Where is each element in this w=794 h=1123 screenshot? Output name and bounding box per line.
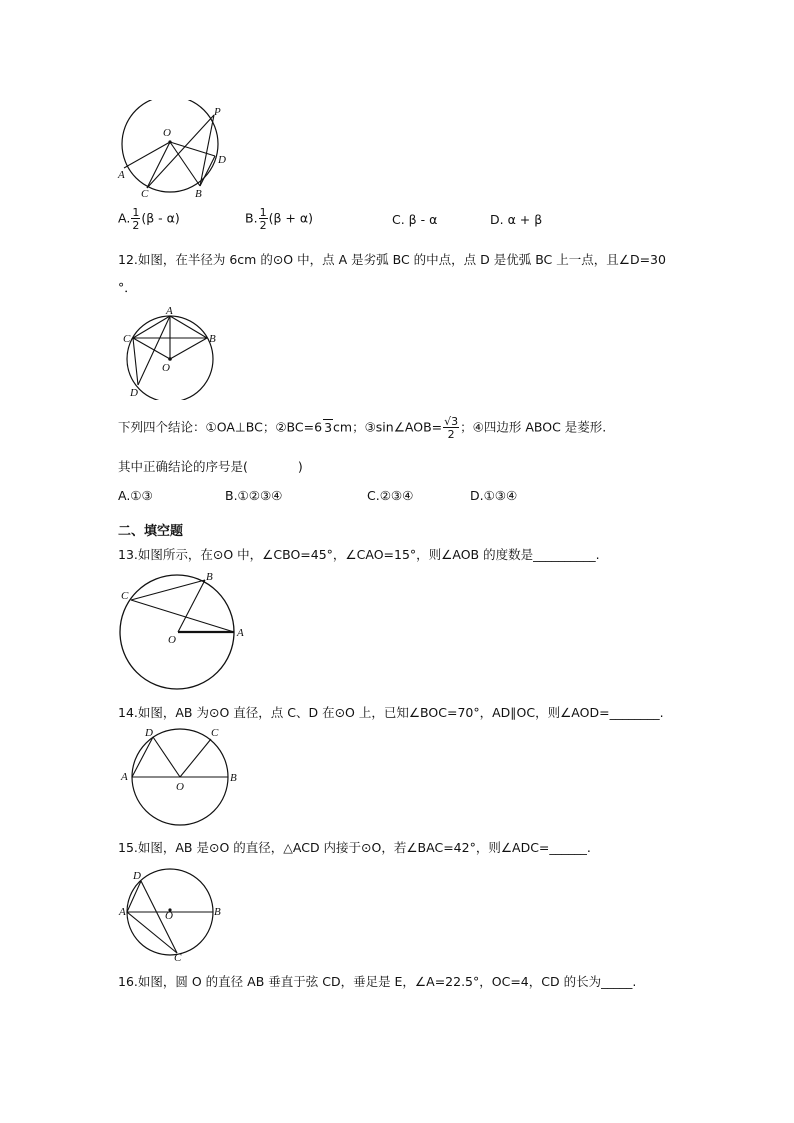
section-title: 二、填空题 xyxy=(118,524,184,539)
q12-conclusions-sqrt: 3 xyxy=(324,419,333,435)
q14-label-A: A xyxy=(121,771,128,783)
q11-option-a-expr: (β - α) xyxy=(141,210,180,226)
q11-option-b-fraction xyxy=(259,207,268,231)
q13-label-O: O xyxy=(168,634,176,646)
q11-option-c: C. β - α xyxy=(392,212,438,227)
q11-option-b-den: 2 xyxy=(259,219,267,232)
q14-label-O: O xyxy=(176,781,184,793)
q12-label-B: B xyxy=(209,333,216,345)
q11-option-a-num: 1 xyxy=(132,206,140,219)
q15-label-C: C xyxy=(174,952,182,961)
q12-conclusions-part2: cm；③sin∠AOB= xyxy=(333,419,443,435)
q12-segment-CD xyxy=(133,338,138,385)
q16-stem: 16.如图，圆 O 的直径 AB 垂直于弦 CD，垂足是 E，∠A=22.5°，OC=4，CD 的长为_____. xyxy=(118,974,637,989)
q13-label-B: B xyxy=(206,571,213,583)
q12-conclusions-frac-num: √3 xyxy=(444,415,459,428)
q14-label-B: B xyxy=(230,772,237,784)
q12-option-a: A.①③ xyxy=(118,488,153,503)
q11-label-O: O xyxy=(163,127,171,139)
q11-label-P: P xyxy=(214,106,221,118)
q12-option-d: D.①③④ xyxy=(470,488,518,503)
q13-segment-CB xyxy=(131,580,205,600)
q13-label-C: C xyxy=(121,590,129,602)
q12-figure xyxy=(120,305,220,400)
q11-figure xyxy=(110,100,240,200)
q12-stem-line1: 12.如图，在半径为 6cm 的⊙O 中，点 A 是劣弧 BC 的中点，点 D 是优弧 BC 上一点，且∠D=30 xyxy=(118,252,666,267)
q11-option-a-fraction xyxy=(131,207,140,231)
q14-segment-DO xyxy=(153,737,180,777)
q12-stem-line2: °． xyxy=(118,280,137,295)
q12-segment-AB xyxy=(170,316,207,338)
q12-label-O: O xyxy=(162,362,170,374)
q12-label-A: A xyxy=(166,305,173,317)
q12-center-dot xyxy=(168,357,172,361)
q15-label-A: A xyxy=(119,906,126,918)
q11-option-b xyxy=(245,207,313,231)
q14-label-C: C xyxy=(211,727,219,739)
q12-option-c: C.②③④ xyxy=(367,488,414,503)
q11-option-a-prefix: A. xyxy=(118,210,131,226)
q11-option-b-prefix: B. xyxy=(245,210,258,226)
q11-option-a xyxy=(118,207,180,231)
q12-segment-BO xyxy=(170,338,207,359)
q12-conclusions-frac-den: 2 xyxy=(447,428,455,441)
q12-conclusions xyxy=(118,416,606,440)
q15-figure xyxy=(117,865,227,961)
q14-stem: 14.如图，AB 为⊙O 直径，点 C、D 在⊙O 上，已知∠BOC=70°，AD∥OC，则∠AOD=________. xyxy=(118,705,664,720)
q15-stem: 15.如图，AB 是⊙O 的直径，△ACD 内接于⊙O，若∠BAC=42°，则∠ADC=______. xyxy=(118,840,591,855)
q12-conclusions-part1: 下列四个结论：①OA⊥BC；②BC=6 xyxy=(118,419,323,435)
q11-option-a-den: 2 xyxy=(132,219,140,232)
q13-stem: 13.如图所示，在⊙O 中，∠CBO=45°，∠CAO=15°，则∠AOB 的度数是__________. xyxy=(118,547,600,562)
q12-conclusions-fraction xyxy=(443,416,459,440)
q11-center-dot xyxy=(168,140,171,143)
q12-conclusions-part3: ；④四边形 ABOC 是菱形. xyxy=(460,419,607,435)
q15-segment-AD xyxy=(127,881,141,912)
q15-label-B: B xyxy=(214,906,221,918)
q13-figure xyxy=(116,570,252,694)
q11-label-A: A xyxy=(118,169,125,181)
q14-figure xyxy=(118,722,248,828)
q13-segment-CA xyxy=(131,600,234,632)
q11-label-D: D xyxy=(218,154,226,166)
q13-label-A: A xyxy=(237,627,244,639)
q12-option-b: B.①②③④ xyxy=(225,488,283,503)
q11-option-d: D. α + β xyxy=(490,212,543,227)
q11-segment-OB xyxy=(170,142,200,186)
q14-segment-OC xyxy=(180,739,211,777)
q12-label-C: C xyxy=(123,333,131,345)
q11-option-b-num: 1 xyxy=(259,206,267,219)
q11-label-C: C xyxy=(141,188,149,200)
q12-question: 其中正确结论的序号是( ) xyxy=(118,459,303,474)
q11-option-b-expr: (β + α) xyxy=(268,210,313,226)
q15-label-O: O xyxy=(165,910,173,922)
q11-segment-BD xyxy=(200,156,215,186)
q13-segment-OB xyxy=(178,580,205,632)
q12-label-D: D xyxy=(130,387,138,399)
q15-label-D: D xyxy=(133,870,141,882)
q11-label-B: B xyxy=(195,188,202,200)
q14-label-D: D xyxy=(145,727,153,739)
q14-segment-AD xyxy=(132,737,153,777)
